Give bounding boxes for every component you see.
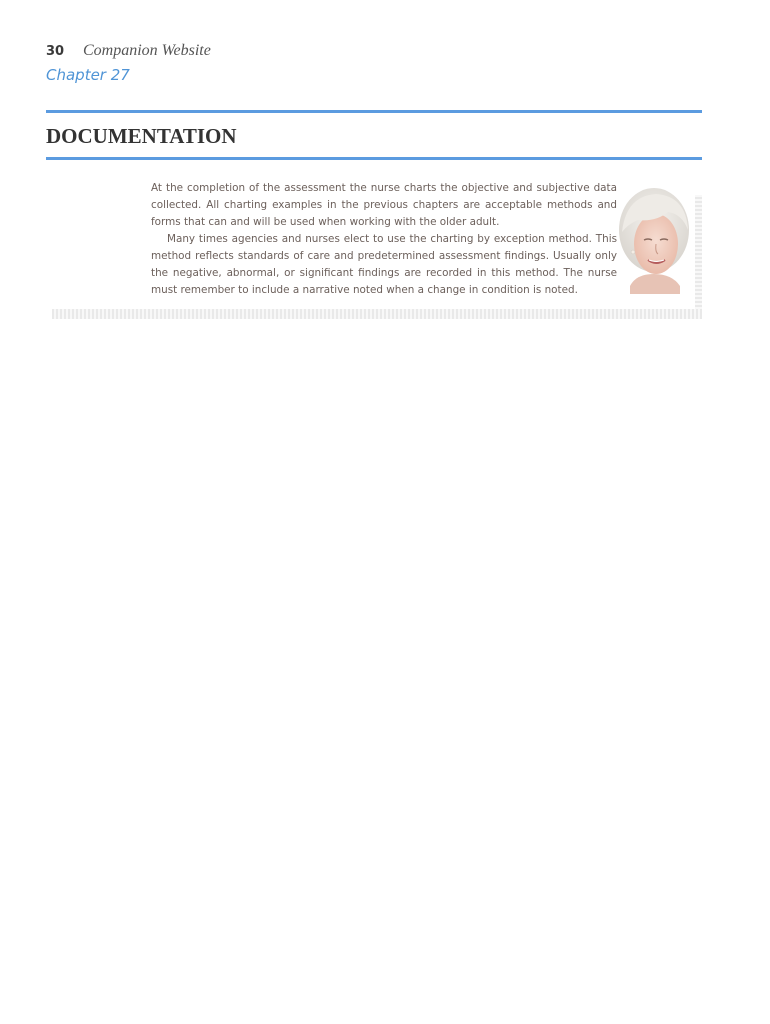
section-rule-bottom <box>46 157 702 160</box>
older-woman-portrait-image <box>616 186 692 294</box>
paragraph-2: Many times agencies and nurses elect to use the charting by exception method. This method reflects standards of care and predetermined assessment findings. Usually only the negative, abnormal, or significant findings are recorded in this method. The nurse must remember to include a narrative noted when a change in condition is noted. <box>151 233 617 296</box>
running-head: Companion Website <box>83 42 211 59</box>
box-shadow-right <box>695 195 702 319</box>
body-text <box>151 180 617 299</box>
box-shadow-bottom <box>52 309 702 319</box>
section-rule-top <box>46 110 702 113</box>
paragraph-1: At the completion of the assessment the nurse charts the objective and subjective data collected. All charting examples in the previous chapters are acceptable methods and forms that can and will be used when working with the older adult. <box>151 182 617 228</box>
portrait-illustration <box>616 186 692 294</box>
section-title: DOCUMENTATION <box>46 124 237 148</box>
page-number: 30 <box>46 44 65 59</box>
chapter-label: Chapter 27 <box>46 66 130 84</box>
